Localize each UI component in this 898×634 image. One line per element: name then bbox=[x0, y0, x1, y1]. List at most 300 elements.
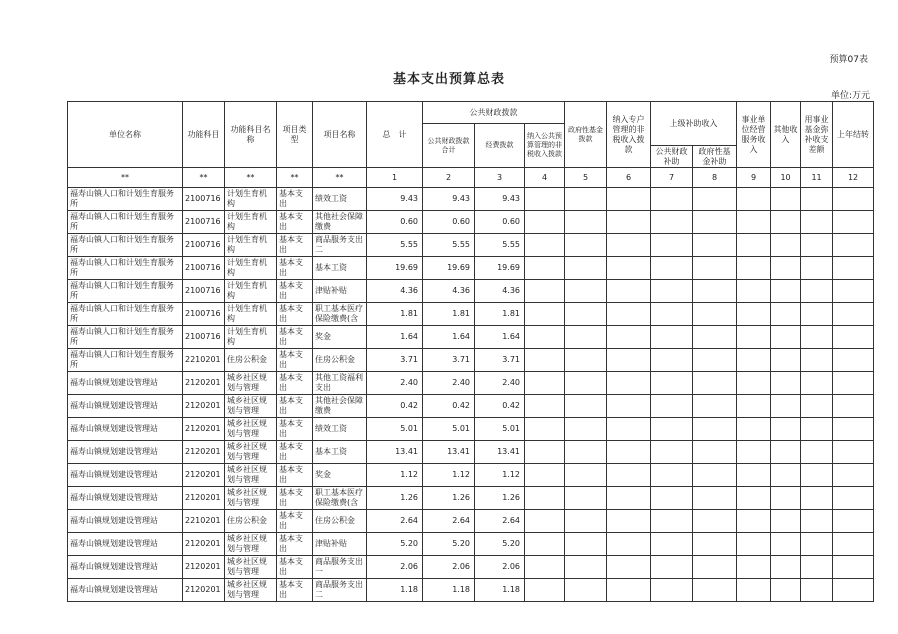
unit-name-cell: 福寿山镇人口和计划生育服务所 bbox=[68, 211, 183, 234]
table-row bbox=[68, 556, 874, 579]
func-name-cell: 城乡社区规划与管理 bbox=[225, 418, 277, 441]
empty-cell bbox=[693, 303, 737, 326]
public-fund-sub-cell: 2.06 bbox=[423, 556, 475, 579]
unit-name-cell: 福寿山镇规划建设管理站 bbox=[68, 510, 183, 533]
public-fund-sub-cell: 9.43 bbox=[423, 188, 475, 211]
empty-cell bbox=[525, 280, 565, 303]
empty-cell bbox=[525, 556, 565, 579]
total-cell: 1.81 bbox=[367, 303, 423, 326]
table-row bbox=[68, 510, 874, 533]
empty-cell bbox=[771, 188, 801, 211]
empty-cell bbox=[565, 257, 607, 280]
item-name-cell: 津贴补贴 bbox=[313, 533, 367, 556]
table-row bbox=[68, 280, 874, 303]
header-public-fund-sub: 公共财政拨款合计 bbox=[423, 124, 475, 168]
unit-name-cell: 福寿山镇人口和计划生育服务所 bbox=[68, 280, 183, 303]
empty-cell bbox=[651, 510, 693, 533]
empty-cell bbox=[607, 418, 651, 441]
empty-cell bbox=[771, 464, 801, 487]
empty-cell bbox=[801, 372, 833, 395]
empty-cell bbox=[801, 510, 833, 533]
empty-cell bbox=[651, 303, 693, 326]
empty-cell bbox=[607, 303, 651, 326]
empty-cell bbox=[607, 234, 651, 257]
empty-cell bbox=[771, 303, 801, 326]
operating-fund-cell: 1.12 bbox=[475, 464, 525, 487]
code-cell: ** bbox=[277, 168, 313, 188]
empty-cell bbox=[771, 326, 801, 349]
operating-fund-cell: 1.26 bbox=[475, 487, 525, 510]
operating-fund-cell: 13.41 bbox=[475, 441, 525, 464]
empty-cell bbox=[833, 372, 874, 395]
empty-cell bbox=[525, 303, 565, 326]
table-row bbox=[68, 579, 874, 602]
header-func-code: 功能科目 bbox=[183, 102, 225, 168]
empty-cell bbox=[801, 533, 833, 556]
unit-name-cell: 福寿山镇规划建设管理站 bbox=[68, 441, 183, 464]
empty-cell bbox=[833, 234, 874, 257]
empty-cell bbox=[801, 579, 833, 602]
empty-cell bbox=[651, 418, 693, 441]
item-name-cell: 职工基本医疗保险缴费(含 bbox=[313, 303, 367, 326]
code-row bbox=[68, 168, 874, 188]
empty-cell bbox=[565, 303, 607, 326]
empty-cell bbox=[565, 234, 607, 257]
public-fund-sub-cell: 0.60 bbox=[423, 211, 475, 234]
operating-fund-cell: 3.71 bbox=[475, 349, 525, 372]
func-name-cell: 城乡社区规划与管理 bbox=[225, 441, 277, 464]
empty-cell bbox=[565, 280, 607, 303]
empty-cell bbox=[693, 510, 737, 533]
func-name-cell: 城乡社区规划与管理 bbox=[225, 533, 277, 556]
item-type-cell: 基本支出 bbox=[277, 464, 313, 487]
empty-cell bbox=[693, 418, 737, 441]
empty-cell bbox=[607, 579, 651, 602]
item-name-cell: 职工基本医疗保险缴费(含 bbox=[313, 487, 367, 510]
empty-cell bbox=[607, 211, 651, 234]
empty-cell bbox=[801, 556, 833, 579]
empty-cell bbox=[833, 418, 874, 441]
empty-cell bbox=[737, 487, 771, 510]
func-name-cell: 城乡社区规划与管理 bbox=[225, 579, 277, 602]
operating-fund-cell: 5.01 bbox=[475, 418, 525, 441]
empty-cell bbox=[833, 326, 874, 349]
empty-cell bbox=[565, 441, 607, 464]
empty-cell bbox=[771, 257, 801, 280]
empty-cell bbox=[833, 510, 874, 533]
empty-cell bbox=[693, 533, 737, 556]
func-name-cell: 计划生育机构 bbox=[225, 280, 277, 303]
empty-cell bbox=[607, 372, 651, 395]
func-name-cell: 计划生育机构 bbox=[225, 211, 277, 234]
unit-name-cell: 福寿山镇规划建设管理站 bbox=[68, 533, 183, 556]
operating-fund-cell: 2.64 bbox=[475, 510, 525, 533]
public-fund-sub-cell: 1.18 bbox=[423, 579, 475, 602]
unit-name-cell: 福寿山镇人口和计划生育服务所 bbox=[68, 257, 183, 280]
empty-cell bbox=[771, 579, 801, 602]
empty-cell bbox=[801, 234, 833, 257]
empty-cell bbox=[771, 441, 801, 464]
public-fund-sub-cell: 1.64 bbox=[423, 326, 475, 349]
public-fund-sub-cell: 5.01 bbox=[423, 418, 475, 441]
empty-cell bbox=[801, 418, 833, 441]
empty-cell bbox=[771, 372, 801, 395]
table-row bbox=[68, 487, 874, 510]
code-cell: 12 bbox=[833, 168, 874, 188]
empty-cell bbox=[565, 556, 607, 579]
unit-name-cell: 福寿山镇人口和计划生育服务所 bbox=[68, 188, 183, 211]
empty-cell bbox=[651, 464, 693, 487]
empty-cell bbox=[565, 372, 607, 395]
empty-cell bbox=[607, 188, 651, 211]
empty-cell bbox=[737, 579, 771, 602]
unit-name-cell: 福寿山镇规划建设管理站 bbox=[68, 372, 183, 395]
item-type-cell: 基本支出 bbox=[277, 510, 313, 533]
empty-cell bbox=[693, 464, 737, 487]
empty-cell bbox=[737, 510, 771, 533]
empty-cell bbox=[737, 349, 771, 372]
empty-cell bbox=[737, 418, 771, 441]
unit-name-cell: 福寿山镇人口和计划生育服务所 bbox=[68, 349, 183, 372]
header-special-nontax: 纳入专户管理的非税收入拨款 bbox=[607, 102, 651, 168]
empty-cell bbox=[693, 280, 737, 303]
empty-cell bbox=[525, 510, 565, 533]
header-gov-fund: 政府性基金拨款 bbox=[565, 102, 607, 168]
empty-cell bbox=[693, 395, 737, 418]
header-other-income: 其他收入 bbox=[771, 102, 801, 168]
func-name-cell: 城乡社区规划与管理 bbox=[225, 395, 277, 418]
empty-cell bbox=[651, 579, 693, 602]
empty-cell bbox=[801, 349, 833, 372]
empty-cell bbox=[565, 326, 607, 349]
total-cell: 3.71 bbox=[367, 349, 423, 372]
empty-cell bbox=[771, 280, 801, 303]
empty-cell bbox=[565, 188, 607, 211]
item-name-cell: 商品服务支出一 bbox=[313, 556, 367, 579]
table-row bbox=[68, 395, 874, 418]
empty-cell bbox=[771, 510, 801, 533]
code-cell: ** bbox=[225, 168, 277, 188]
func-name-cell: 计划生育机构 bbox=[225, 257, 277, 280]
empty-cell bbox=[833, 395, 874, 418]
item-type-cell: 基本支出 bbox=[277, 211, 313, 234]
item-name-cell: 其他社会保障缴费 bbox=[313, 395, 367, 418]
empty-cell bbox=[525, 487, 565, 510]
total-cell: 19.69 bbox=[367, 257, 423, 280]
empty-cell bbox=[737, 441, 771, 464]
total-cell: 5.55 bbox=[367, 234, 423, 257]
total-cell: 2.06 bbox=[367, 556, 423, 579]
total-cell: 1.12 bbox=[367, 464, 423, 487]
code-cell: ** bbox=[313, 168, 367, 188]
empty-cell bbox=[693, 188, 737, 211]
empty-cell bbox=[607, 326, 651, 349]
empty-cell bbox=[525, 464, 565, 487]
empty-cell bbox=[607, 349, 651, 372]
item-name-cell: 住房公积金 bbox=[313, 349, 367, 372]
empty-cell bbox=[693, 349, 737, 372]
empty-cell bbox=[525, 326, 565, 349]
header-func-name: 功能科目名称 bbox=[225, 102, 277, 168]
item-type-cell: 基本支出 bbox=[277, 303, 313, 326]
empty-cell bbox=[607, 257, 651, 280]
empty-cell bbox=[525, 211, 565, 234]
empty-cell bbox=[525, 188, 565, 211]
empty-cell bbox=[693, 441, 737, 464]
empty-cell bbox=[525, 372, 565, 395]
item-type-cell: 基本支出 bbox=[277, 372, 313, 395]
item-type-cell: 基本支出 bbox=[277, 487, 313, 510]
empty-cell bbox=[651, 349, 693, 372]
unit-name-cell: 福寿山镇人口和计划生育服务所 bbox=[68, 303, 183, 326]
empty-cell bbox=[771, 349, 801, 372]
total-cell: 13.41 bbox=[367, 441, 423, 464]
operating-fund-cell: 5.55 bbox=[475, 234, 525, 257]
item-name-cell: 其他工资福利支出 bbox=[313, 372, 367, 395]
empty-cell bbox=[565, 211, 607, 234]
item-type-cell: 基本支出 bbox=[277, 188, 313, 211]
empty-cell bbox=[801, 188, 833, 211]
empty-cell bbox=[801, 441, 833, 464]
code-cell: 10 bbox=[771, 168, 801, 188]
func-code-cell: 2120201 bbox=[183, 395, 225, 418]
empty-cell bbox=[833, 349, 874, 372]
public-fund-sub-cell: 0.42 bbox=[423, 395, 475, 418]
total-cell: 0.42 bbox=[367, 395, 423, 418]
operating-fund-cell: 2.06 bbox=[475, 556, 525, 579]
header-item-name: 项目名称 bbox=[313, 102, 367, 168]
empty-cell bbox=[801, 257, 833, 280]
operating-fund-cell: 5.20 bbox=[475, 533, 525, 556]
empty-cell bbox=[651, 441, 693, 464]
func-code-cell: 2100716 bbox=[183, 188, 225, 211]
table-row bbox=[68, 188, 874, 211]
empty-cell bbox=[607, 464, 651, 487]
unit-name-cell: 福寿山镇规划建设管理站 bbox=[68, 579, 183, 602]
empty-cell bbox=[693, 211, 737, 234]
empty-cell bbox=[737, 234, 771, 257]
empty-cell bbox=[565, 418, 607, 441]
empty-cell bbox=[525, 579, 565, 602]
total-cell: 2.64 bbox=[367, 510, 423, 533]
func-code-cell: 2120201 bbox=[183, 418, 225, 441]
empty-cell bbox=[693, 556, 737, 579]
code-cell: ** bbox=[68, 168, 183, 188]
header-subsidy-diff: 用事业基金弥补收支差额 bbox=[801, 102, 833, 168]
form-number: 预算07表 bbox=[829, 55, 868, 65]
table-row bbox=[68, 234, 874, 257]
empty-cell bbox=[771, 418, 801, 441]
empty-cell bbox=[737, 188, 771, 211]
func-code-cell: 2100716 bbox=[183, 303, 225, 326]
func-code-cell: 2100716 bbox=[183, 211, 225, 234]
empty-cell bbox=[525, 395, 565, 418]
func-code-cell: 2120201 bbox=[183, 487, 225, 510]
code-cell: 6 bbox=[607, 168, 651, 188]
code-cell: 7 bbox=[651, 168, 693, 188]
empty-cell bbox=[651, 395, 693, 418]
func-name-cell: 计划生育机构 bbox=[225, 303, 277, 326]
empty-cell bbox=[737, 556, 771, 579]
empty-cell bbox=[833, 533, 874, 556]
code-cell: 2 bbox=[423, 168, 475, 188]
item-name-cell: 奖金 bbox=[313, 326, 367, 349]
func-name-cell: 城乡社区规划与管理 bbox=[225, 372, 277, 395]
unit-name-cell: 福寿山镇规划建设管理站 bbox=[68, 464, 183, 487]
empty-cell bbox=[565, 510, 607, 533]
item-name-cell: 奖金 bbox=[313, 464, 367, 487]
empty-cell bbox=[833, 441, 874, 464]
func-name-cell: 计划生育机构 bbox=[225, 326, 277, 349]
empty-cell bbox=[607, 280, 651, 303]
total-cell: 9.43 bbox=[367, 188, 423, 211]
item-type-cell: 基本支出 bbox=[277, 257, 313, 280]
func-code-cell: 2100716 bbox=[183, 257, 225, 280]
empty-cell bbox=[565, 579, 607, 602]
total-cell: 0.60 bbox=[367, 211, 423, 234]
empty-cell bbox=[771, 533, 801, 556]
operating-fund-cell: 19.69 bbox=[475, 257, 525, 280]
unit-name-cell: 福寿山镇人口和计划生育服务所 bbox=[68, 326, 183, 349]
table-row bbox=[68, 441, 874, 464]
empty-cell bbox=[801, 464, 833, 487]
empty-cell bbox=[693, 487, 737, 510]
func-name-cell: 城乡社区规划与管理 bbox=[225, 464, 277, 487]
item-name-cell: 津贴补贴 bbox=[313, 280, 367, 303]
func-name-cell: 计划生育机构 bbox=[225, 234, 277, 257]
item-name-cell: 商品服务支出二 bbox=[313, 579, 367, 602]
empty-cell bbox=[801, 211, 833, 234]
total-cell: 4.36 bbox=[367, 280, 423, 303]
empty-cell bbox=[737, 326, 771, 349]
operating-fund-cell: 4.36 bbox=[475, 280, 525, 303]
empty-cell bbox=[651, 211, 693, 234]
table-row bbox=[68, 349, 874, 372]
empty-cell bbox=[771, 556, 801, 579]
func-name-cell: 城乡社区规划与管理 bbox=[225, 487, 277, 510]
item-type-cell: 基本支出 bbox=[277, 326, 313, 349]
total-cell: 5.01 bbox=[367, 418, 423, 441]
table-row bbox=[68, 211, 874, 234]
empty-cell bbox=[771, 395, 801, 418]
unit-name-cell: 福寿山镇规划建设管理站 bbox=[68, 556, 183, 579]
empty-cell bbox=[833, 556, 874, 579]
public-fund-sub-cell: 4.36 bbox=[423, 280, 475, 303]
operating-fund-cell: 0.60 bbox=[475, 211, 525, 234]
empty-cell bbox=[607, 487, 651, 510]
func-code-cell: 2120201 bbox=[183, 464, 225, 487]
func-code-cell: 2100716 bbox=[183, 280, 225, 303]
public-fund-sub-cell: 2.64 bbox=[423, 510, 475, 533]
empty-cell bbox=[565, 395, 607, 418]
item-type-cell: 基本支出 bbox=[277, 234, 313, 257]
total-cell: 1.18 bbox=[367, 579, 423, 602]
header-superior-public: 公共财政补助 bbox=[651, 146, 693, 168]
empty-cell bbox=[565, 349, 607, 372]
item-type-cell: 基本支出 bbox=[277, 441, 313, 464]
item-name-cell: 基本工资 bbox=[313, 441, 367, 464]
empty-cell bbox=[651, 556, 693, 579]
budget-table bbox=[67, 101, 874, 602]
empty-cell bbox=[801, 280, 833, 303]
empty-cell bbox=[737, 372, 771, 395]
public-fund-sub-cell: 5.20 bbox=[423, 533, 475, 556]
table-row bbox=[68, 326, 874, 349]
total-cell: 1.26 bbox=[367, 487, 423, 510]
func-code-cell: 2120201 bbox=[183, 533, 225, 556]
func-code-cell: 2120201 bbox=[183, 372, 225, 395]
header-carryover: 上年结转 bbox=[833, 102, 874, 168]
empty-cell bbox=[607, 441, 651, 464]
empty-cell bbox=[833, 303, 874, 326]
empty-cell bbox=[607, 510, 651, 533]
header-superior: 上级补助收入 bbox=[651, 102, 737, 146]
empty-cell bbox=[651, 188, 693, 211]
empty-cell bbox=[693, 234, 737, 257]
empty-cell bbox=[833, 579, 874, 602]
func-code-cell: 2120201 bbox=[183, 579, 225, 602]
table-row bbox=[68, 533, 874, 556]
empty-cell bbox=[833, 464, 874, 487]
code-cell: 4 bbox=[525, 168, 565, 188]
empty-cell bbox=[651, 372, 693, 395]
func-name-cell: 住房公积金 bbox=[225, 510, 277, 533]
empty-cell bbox=[833, 487, 874, 510]
func-name-cell: 城乡社区规划与管理 bbox=[225, 556, 277, 579]
empty-cell bbox=[525, 533, 565, 556]
operating-fund-cell: 1.18 bbox=[475, 579, 525, 602]
unit-label: 单位:万元 bbox=[830, 91, 870, 101]
public-fund-sub-cell: 2.40 bbox=[423, 372, 475, 395]
code-cell: 5 bbox=[565, 168, 607, 188]
unit-name-cell: 福寿山镇人口和计划生育服务所 bbox=[68, 234, 183, 257]
empty-cell bbox=[737, 303, 771, 326]
table-row bbox=[68, 303, 874, 326]
empty-cell bbox=[833, 211, 874, 234]
table-row bbox=[68, 464, 874, 487]
code-cell: 1 bbox=[367, 168, 423, 188]
item-name-cell: 商品服务支出二 bbox=[313, 234, 367, 257]
public-fund-sub-cell: 3.71 bbox=[423, 349, 475, 372]
item-name-cell: 住房公积金 bbox=[313, 510, 367, 533]
func-code-cell: 2210201 bbox=[183, 349, 225, 372]
empty-cell bbox=[801, 303, 833, 326]
item-type-cell: 基本支出 bbox=[277, 395, 313, 418]
code-cell: 11 bbox=[801, 168, 833, 188]
empty-cell bbox=[693, 257, 737, 280]
operating-fund-cell: 1.81 bbox=[475, 303, 525, 326]
empty-cell bbox=[771, 211, 801, 234]
operating-fund-cell: 2.40 bbox=[475, 372, 525, 395]
public-fund-sub-cell: 1.12 bbox=[423, 464, 475, 487]
item-type-cell: 基本支出 bbox=[277, 533, 313, 556]
item-type-cell: 基本支出 bbox=[277, 418, 313, 441]
empty-cell bbox=[651, 326, 693, 349]
empty-cell bbox=[833, 280, 874, 303]
public-fund-sub-cell: 1.81 bbox=[423, 303, 475, 326]
item-name-cell: 其他社会保障缴费 bbox=[313, 211, 367, 234]
empty-cell bbox=[737, 395, 771, 418]
public-fund-sub-cell: 5.55 bbox=[423, 234, 475, 257]
empty-cell bbox=[737, 211, 771, 234]
header-item-type: 项目类型 bbox=[277, 102, 313, 168]
func-code-cell: 2120201 bbox=[183, 441, 225, 464]
func-code-cell: 2210201 bbox=[183, 510, 225, 533]
empty-cell bbox=[607, 556, 651, 579]
total-cell: 2.40 bbox=[367, 372, 423, 395]
empty-cell bbox=[607, 533, 651, 556]
empty-cell bbox=[565, 533, 607, 556]
